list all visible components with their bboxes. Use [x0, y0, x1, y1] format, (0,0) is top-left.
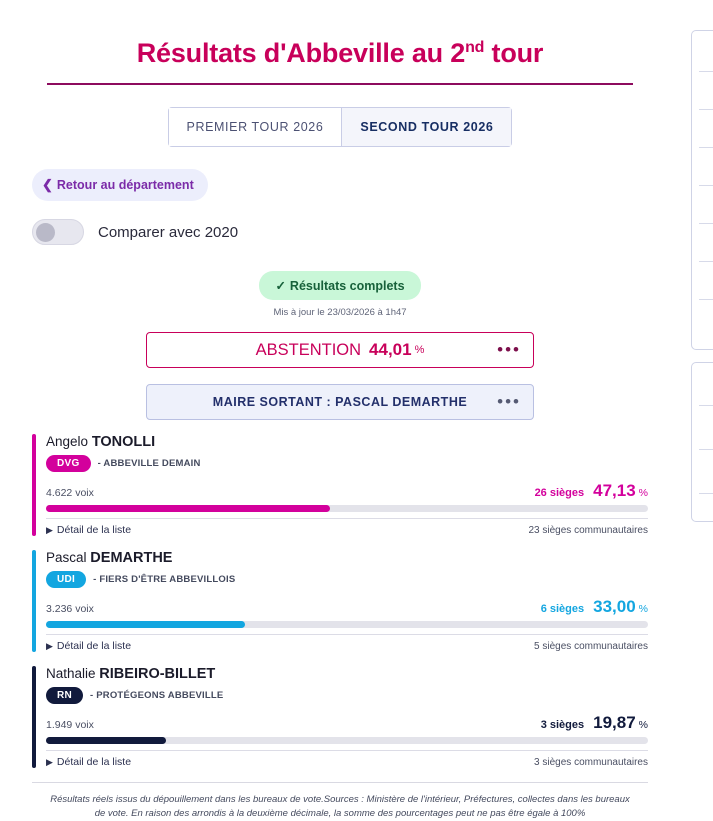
percent-sign: % — [638, 603, 648, 615]
list-detail-label: Détail de la liste — [56, 756, 132, 768]
result-bar-fill — [46, 505, 330, 512]
party-tag: UDI — [46, 571, 86, 588]
page-title — [18, 0, 662, 69]
community-seats: 5 sièges communautaires — [534, 640, 648, 652]
candidate-footer — [46, 750, 648, 768]
result-bar-track — [46, 737, 648, 744]
result-bar-fill — [46, 621, 245, 628]
list-detail-label: Détail de la liste — [56, 640, 132, 652]
list-detail-toggle[interactable] — [46, 756, 131, 768]
candidate-last-name: RIBEIRO-BILLET — [99, 666, 216, 682]
community-seats: 23 sièges communautaires — [528, 524, 648, 536]
result-bar-track — [46, 505, 648, 512]
percent-sign: % — [638, 719, 648, 731]
candidate-last-name: DEMARTHE — [90, 550, 173, 566]
outgoing-mayor-banner[interactable] — [146, 384, 534, 420]
candidate-party-row — [46, 455, 648, 472]
candidate-row — [32, 434, 648, 536]
candidate-name — [46, 434, 648, 450]
candidate-color-bar — [32, 550, 36, 652]
side-panel-primary — [691, 30, 713, 350]
abstention-label: ABSTENTION — [255, 340, 362, 359]
outgoing-mayor-label: MAIRE SORTANT : PASCAL DEMARTHE — [212, 395, 468, 409]
compare-toggle-label: Comparer avec 2020 — [98, 223, 239, 241]
abstention-value: 44,01 — [369, 340, 412, 359]
triangle-right-icon: ▶ — [46, 525, 53, 535]
percent-value: 47,13 — [593, 481, 636, 500]
seats-count: 26 sièges — [534, 487, 585, 499]
votes-count: 4.622 voix — [46, 487, 94, 499]
compare-2020-switch[interactable] — [32, 219, 84, 245]
candidate-right-stats — [535, 481, 648, 501]
status-badge — [259, 271, 420, 300]
candidate-party-row — [46, 687, 648, 704]
community-seats: 3 sièges communautaires — [534, 756, 648, 768]
right-side-panels — [691, 30, 713, 534]
candidate-stats — [46, 597, 648, 617]
candidate-row — [32, 666, 648, 768]
seats-count: 6 sièges — [540, 603, 585, 615]
list-name: - ABBEVILLE DEMAIN — [97, 458, 201, 469]
page-title-ordinal: nd — [465, 39, 485, 56]
list-detail-toggle[interactable] — [46, 640, 131, 652]
candidate-footer — [46, 634, 648, 652]
candidate-body — [46, 434, 648, 536]
side-panel-secondary — [691, 362, 713, 522]
party-tag: RN — [46, 687, 83, 704]
back-link-label: Retour au département — [56, 178, 194, 192]
candidate-last-name: TONOLLI — [91, 434, 156, 450]
status-badge-label: Résultats complets — [289, 279, 405, 293]
list-detail-label: Détail de la liste — [56, 524, 132, 536]
abstention-menu-icon[interactable]: ••• — [497, 340, 521, 359]
abstention-banner[interactable] — [146, 332, 534, 368]
back-to-department-link[interactable] — [32, 169, 208, 201]
list-name: - FIERS D'ÊTRE ABBEVILLOIS — [93, 574, 236, 585]
list-name: - PROTÉGEONS ABBEVILLE — [90, 690, 224, 701]
candidate-body — [46, 550, 648, 652]
candidate-footer — [46, 518, 648, 536]
round-tabs — [18, 107, 662, 147]
votes-count: 3.236 voix — [46, 603, 94, 615]
footnote-text: Résultats réels issus du dépouillement dans les bureaux de vote.Sources : Ministère de l'intérieur, Préfectures, collectes dans les bureaux de vote. En raison des arrondis à la deuxième décimale, la somme des pourcentages peut ne pas être égale à 100% — [50, 794, 630, 819]
candidate-right-stats — [541, 713, 648, 733]
percent-sign: % — [638, 487, 648, 499]
triangle-right-icon: ▶ — [46, 641, 53, 651]
candidate-right-stats — [541, 597, 648, 617]
result-bar-fill — [46, 737, 166, 744]
back-link-wrap — [18, 169, 662, 201]
chevron-left-icon: ❮ — [42, 177, 53, 192]
tab-premier-tour-2026[interactable]: PREMIER TOUR 2026 — [169, 108, 343, 146]
switch-knob — [36, 223, 55, 242]
tab-second-tour-2026[interactable]: SECOND TOUR 2026 — [342, 108, 511, 146]
candidate-first-name: Nathalie — [46, 666, 96, 681]
seats-count: 3 sièges — [540, 719, 585, 731]
candidate-color-bar — [32, 434, 36, 536]
list-detail-toggle[interactable] — [46, 524, 131, 536]
votes-count: 1.949 voix — [46, 719, 94, 731]
title-divider — [47, 83, 633, 85]
triangle-right-icon: ▶ — [46, 757, 53, 767]
candidate-color-bar — [32, 666, 36, 768]
tab-group — [168, 107, 513, 147]
footnote-section — [32, 782, 648, 821]
candidate-name — [46, 550, 648, 566]
outgoing-mayor-menu-icon[interactable]: ••• — [497, 392, 521, 411]
percent-value: 19,87 — [593, 713, 636, 732]
percent-value: 33,00 — [593, 597, 636, 616]
last-updated-text: Mis à jour le 23/03/2026 à 1h47 — [273, 307, 407, 318]
candidate-stats — [46, 481, 648, 501]
status-section — [18, 271, 662, 318]
party-tag: DVG — [46, 455, 91, 472]
candidate-first-name: Angelo — [46, 434, 89, 449]
check-icon: ✓ — [275, 279, 286, 293]
page-title-suffix: tour — [491, 38, 544, 68]
candidate-name — [46, 666, 648, 682]
candidate-first-name: Pascal — [46, 550, 87, 565]
abstention-percent-sign: % — [414, 344, 425, 356]
candidate-list — [18, 434, 662, 768]
result-bar-track — [46, 621, 648, 628]
page-title-prefix: Résultats d'Abbeville au 2 — [136, 38, 466, 68]
candidate-stats — [46, 713, 648, 733]
candidate-row — [32, 550, 648, 652]
compare-toggle-row — [18, 219, 662, 245]
candidate-party-row — [46, 571, 648, 588]
candidate-body — [46, 666, 648, 768]
